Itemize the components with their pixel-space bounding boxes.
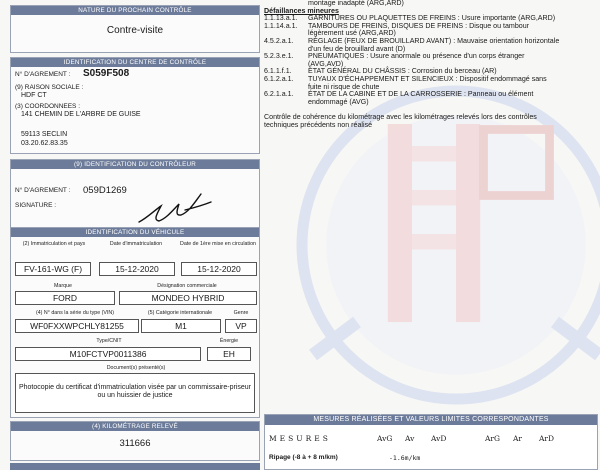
col-ar: Ar [513, 434, 523, 443]
defect-cont: légèrement usé (ARG,ARD) [308, 29, 396, 38]
energie-value: EH [207, 347, 251, 361]
defect-top-line: montage inadapté (ARG,ARD) [308, 0, 404, 7]
col-arg: ArG [485, 434, 500, 443]
raison-sociale-label: (9) RAISON SOCIALE : [15, 84, 84, 91]
next-section-header-strip [10, 463, 260, 470]
mileage-note-line1: Contrôle de cohérence du kilométrage avec les kilométrages relevés lors des contrôles [264, 113, 537, 122]
date-immat-label: Date d'immatriculation [109, 241, 163, 247]
marque-value: FORD [15, 291, 115, 305]
right-column [261, 0, 600, 470]
next-control-value: Contre-visite [106, 25, 164, 36]
signature-drawing [135, 188, 215, 228]
defect-cont: endommagé (AVG) [308, 97, 369, 106]
date-first-value: 15-12-2020 [181, 262, 257, 276]
centre-phone: 03.20.62.83.35 [21, 140, 68, 147]
measurements-label: MESURES [269, 434, 331, 443]
type-label: Type/CNIT [96, 338, 122, 344]
documents-label: Document(s) présenté(s) [106, 365, 166, 371]
defect-text: TAMBOURS DE FREINS, DISQUES DE FREINS : Disque ou tambour [308, 21, 530, 30]
centre-header: IDENTIFICATION DU CENTRE DE CONTRÔLE [11, 58, 259, 67]
date-first-label: Date de 1ère mise en circulation [180, 241, 256, 247]
left-column [4, 0, 260, 470]
genre-value: VP [225, 319, 257, 333]
vin-label: (4) N° dans la série du type (VIN) [35, 310, 115, 316]
defect-text: PNEUMATIQUES : Usure anormale ou présence d'un corps étranger [308, 52, 525, 61]
defect-code: 4.5.2.a.1. [264, 36, 294, 45]
controller-panel [10, 159, 260, 231]
centre-agrement-value: S059F508 [83, 68, 130, 79]
categorie-label: (5) Catégorie internationale [147, 310, 213, 316]
defect-text: ÉTAT GÉNÉRAL DU CHÂSSIS : Corrosion du berceau (AR) [308, 67, 497, 76]
defect-cont: (AVG,AVD) [308, 59, 344, 68]
coordonnees-label: (3) COORDONNEES : [15, 103, 81, 110]
defect-code: 6.2.1.a.1. [264, 90, 294, 99]
col-av: Av [405, 434, 415, 443]
vehicle-header: IDENTIFICATION DU VÉHICULE [11, 228, 259, 237]
ripage-label: Ripage (-8 à + 8 m/km) [269, 454, 338, 461]
controller-agrement-label: N° D'AGREMENT : [15, 187, 71, 194]
documents-value: Photocopie du certificat d'immatriculation visée par un commissaire-priseur ou un huissier de justice [15, 373, 255, 413]
defect-cont: d'un feu de brouillard avant (D) [308, 44, 406, 53]
categorie-value: M1 [141, 319, 221, 333]
type-value: M10FCTVP0011386 [15, 347, 201, 361]
mileage-panel [10, 421, 260, 461]
mileage-header: (4) KILOMÉTRAGE RELEVÉ [11, 422, 259, 431]
energie-label: Énergie [219, 338, 239, 344]
signature-label: SIGNATURE : [15, 202, 57, 209]
watermark-emblem [291, 80, 600, 410]
minor-defects-title: Défaillances mineures [264, 6, 339, 15]
raison-sociale-value: HDF CT [21, 92, 47, 99]
defect-code: 6.1.1.f.1. [264, 67, 292, 76]
genre-label: Genre [233, 310, 249, 316]
col-avg: AvG [377, 434, 393, 443]
immat-value: FV-161-WG (F) [15, 262, 91, 276]
defect-text: GARNITURES OU PLAQUETTES DE FREINS : Usure importante (ARG,ARD) [308, 14, 556, 23]
ripage-value: -1.6m/km [389, 454, 421, 462]
col-avd: AvD [431, 434, 447, 443]
address-line2: 59113 SECLIN [21, 131, 68, 138]
designation-label: Désignation commerciale [157, 283, 217, 289]
centre-agrement-label: N° D'AGREMENT : [15, 71, 71, 78]
measurements-header: MESURES RÉALISÉES ET VALEURS LIMITES CORRESPONDANTES [265, 415, 597, 425]
defect-text: TUYAUX D'ÉCHAPPEMENT ET SILENCIEUX : Dispositif endommagé sans [308, 74, 547, 83]
vin-value: WF0FXXWPCHLY81255 [15, 319, 139, 333]
immat-label: (2) Immatriculation et pays [22, 241, 86, 247]
defect-cont: fuite ni risque de chute [308, 82, 380, 91]
centre-panel [10, 57, 260, 154]
defect-code: 5.2.3.e.1. [264, 52, 294, 61]
date-immat-value: 15-12-2020 [99, 262, 175, 276]
vehicle-panel [10, 227, 260, 418]
controller-agrement-value: 059D1269 [83, 185, 127, 196]
defect-code: 1.1.13.a.1. [264, 14, 298, 23]
designation-value: MONDEO HYBRID [119, 291, 257, 305]
marque-label: Marque [54, 283, 72, 289]
mileage-note-line2: techniques précédents non réalisé [264, 120, 373, 129]
defect-code: 6.1.2.a.1. [264, 74, 294, 83]
defect-text: RÉGLAGE (FEUX DE BROUILLARD AVANT) : Mauvaise orientation horizontale [308, 36, 560, 45]
next-control-header: NATURE DU PROCHAIN CONTRÔLE [11, 6, 259, 15]
defect-text: ÉTAT DE LA CABINE ET DE LA CARROSSERIE : Panneau ou élément [308, 90, 534, 99]
measurements-panel [264, 414, 598, 470]
address-line1: 141 CHEMIN DE L'ARBRE DE GUISE [21, 111, 141, 118]
controller-header: (9) IDENTIFICATION DU CONTRÔLEUR [11, 160, 259, 169]
defects-text [264, 0, 596, 130]
next-control-panel [10, 5, 260, 53]
mileage-value: 311666 [119, 438, 151, 449]
col-ard: ArD [539, 434, 555, 443]
defect-code: 1.1.14.a.1. [264, 21, 298, 30]
